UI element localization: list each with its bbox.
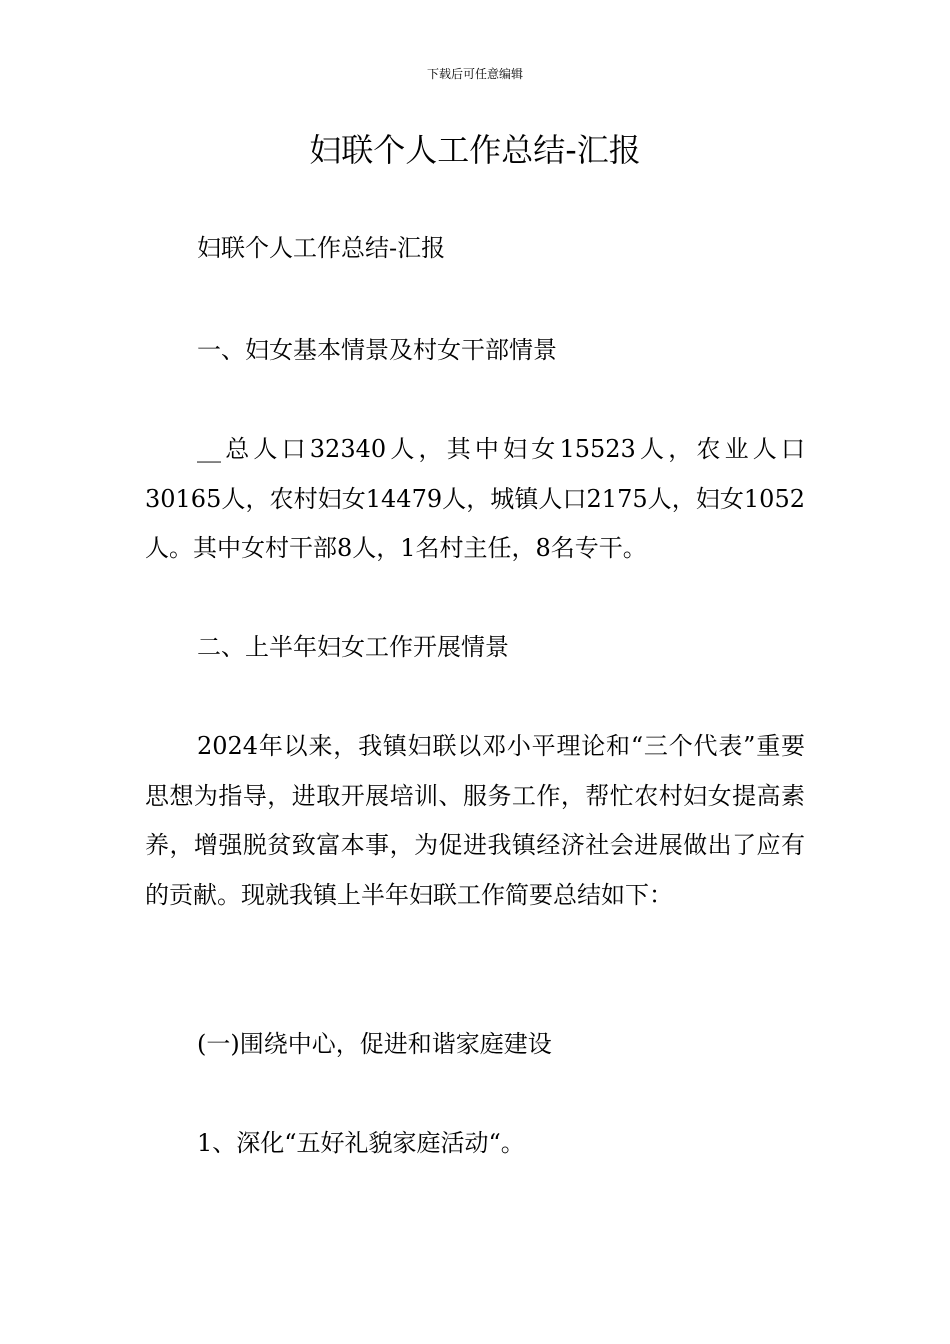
paragraph-summary: 2024年以来，我镇妇联以邓小平理论和“三个代表”重要思想为指导，进取开展培训、服务工作，帮忙农村妇女提高素养，增强脱贫致富本事，为促进我镇经济社会进展做出了应有的贡献。现就我镇上半年妇联工作简要总结如下： — [145, 732, 805, 909]
list-item-1: 1、深化“五好礼貌家庭活动“。 — [197, 1129, 525, 1157]
paragraph-population: __总人口32340人，其中妇女15523人，农业人口30165人，农村妇女14479人，城镇人口2175人，妇女1052人。其中女村干部8人，1名村主任，8名专干。 — [145, 435, 805, 562]
section-heading-1: 一、妇女基本情景及村女干部情景 — [197, 336, 557, 364]
header-note: 下载后可任意编辑 — [426, 67, 523, 81]
paragraph-subtitle: 妇联个人工作总结-汇报 — [197, 234, 446, 262]
subsection-heading-1: (一)围绕中心，促进和谐家庭建设 — [197, 1030, 552, 1058]
section-heading-2: 二、上半年妇女工作开展情景 — [197, 633, 509, 661]
document-title: 妇联个人工作总结-汇报 — [309, 131, 641, 169]
